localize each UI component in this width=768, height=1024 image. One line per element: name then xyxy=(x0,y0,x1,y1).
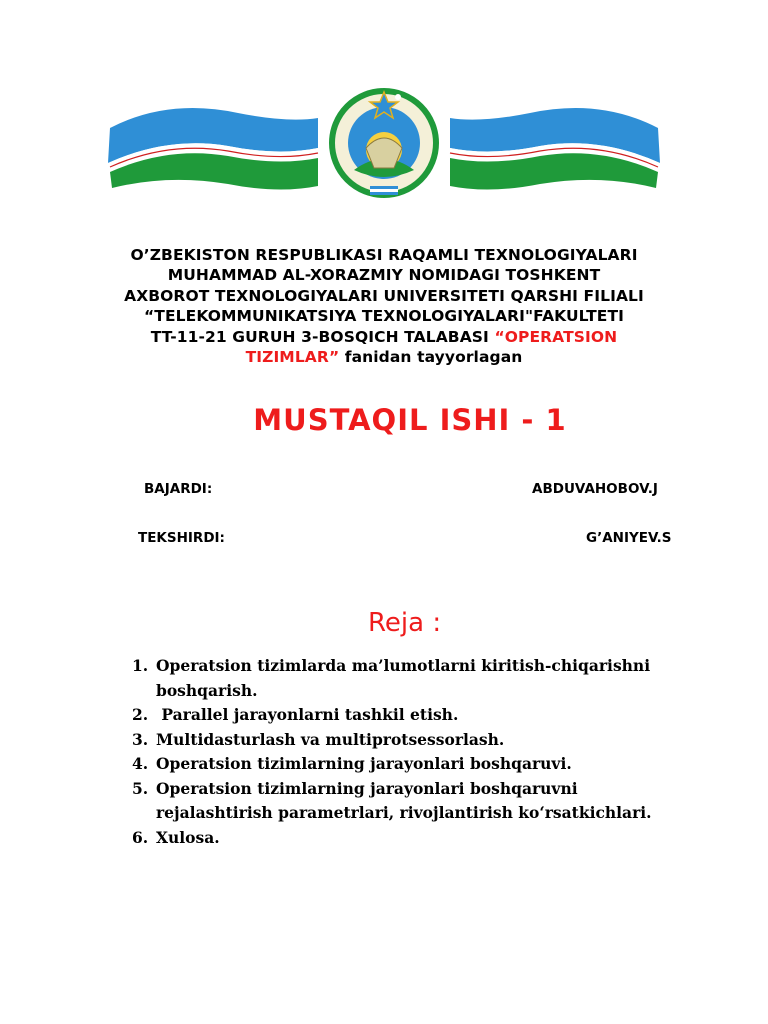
checked-value: G’ANIYEV.S xyxy=(586,530,672,546)
list-item-text: Operatsion tizimlarda ma’lumotlarni kiritish-chiqarishni boshqarish. xyxy=(156,656,651,700)
header-line-5 xyxy=(60,327,708,347)
list-item-text: Multidasturlash va multiprotsessorlash. xyxy=(156,729,505,749)
list-item-number: 5. xyxy=(132,778,149,798)
performed-label: BAJARDI: xyxy=(144,481,213,497)
header-line-2: MUHAMMAD AL-XORAZMIY NOMIDAGI TOSHKENT xyxy=(167,266,601,285)
list-item xyxy=(132,703,692,728)
header-line-4: “TELEKOMMUNIKATSIYA TEXNOLOGIYALARI"FAKULTETI xyxy=(144,307,624,326)
header-line-6 xyxy=(60,347,708,367)
emblem-banner xyxy=(108,88,660,198)
subject-name-start: “OPERATSION xyxy=(494,327,618,346)
checked-label: TEKSHIRDI: xyxy=(138,530,225,546)
list-item-number: 3. xyxy=(132,729,149,749)
institution-header xyxy=(60,245,708,367)
document-title: MUSTAQIL ISHI - 1 xyxy=(253,403,567,437)
plan-heading: Reja : xyxy=(368,608,442,638)
header-line-1: O’ZBEKISTON RESPUBLIKASI RAQAMLI TEXNOLOGIYALARI xyxy=(130,246,638,264)
group-info: TT-11-21 GURUH 3-BOSQICH TALABASI xyxy=(150,327,495,346)
subject-name-end: TIZIMLAR” xyxy=(245,348,340,367)
prepared-by-text: fanidan tayyorlagan xyxy=(339,348,523,367)
list-item-text: Parallel jarayonlarni tashkil etish. xyxy=(156,705,459,724)
list-item xyxy=(132,654,692,703)
list-item-text: Xulosa. xyxy=(156,827,220,847)
list-item xyxy=(132,777,692,826)
plan-list xyxy=(132,654,692,850)
uzbekistan-coat-of-arms-icon xyxy=(108,88,660,198)
list-item-number: 2. xyxy=(132,705,149,724)
list-item-number: 4. xyxy=(132,754,149,773)
list-item xyxy=(132,826,692,851)
list-item xyxy=(132,728,692,753)
header-line-3: AXBOROT TEXNOLOGIYALARI UNIVERSITETI QARSHI FILIALI xyxy=(124,286,644,305)
list-item-text: Operatsion tizimlarning jarayonlari boshqaruvi. xyxy=(156,754,572,773)
performed-value: ABDUVAHOBOV.J xyxy=(532,481,658,497)
list-item-text: Operatsion tizimlarning jarayonlari boshqaruvni rejalashtirish parametrlari, rivojlantirish ko‘rsatkichlari. xyxy=(156,778,652,822)
list-item-number: 6. xyxy=(132,827,149,847)
list-item-number: 1. xyxy=(132,656,149,675)
list-item xyxy=(132,752,692,777)
